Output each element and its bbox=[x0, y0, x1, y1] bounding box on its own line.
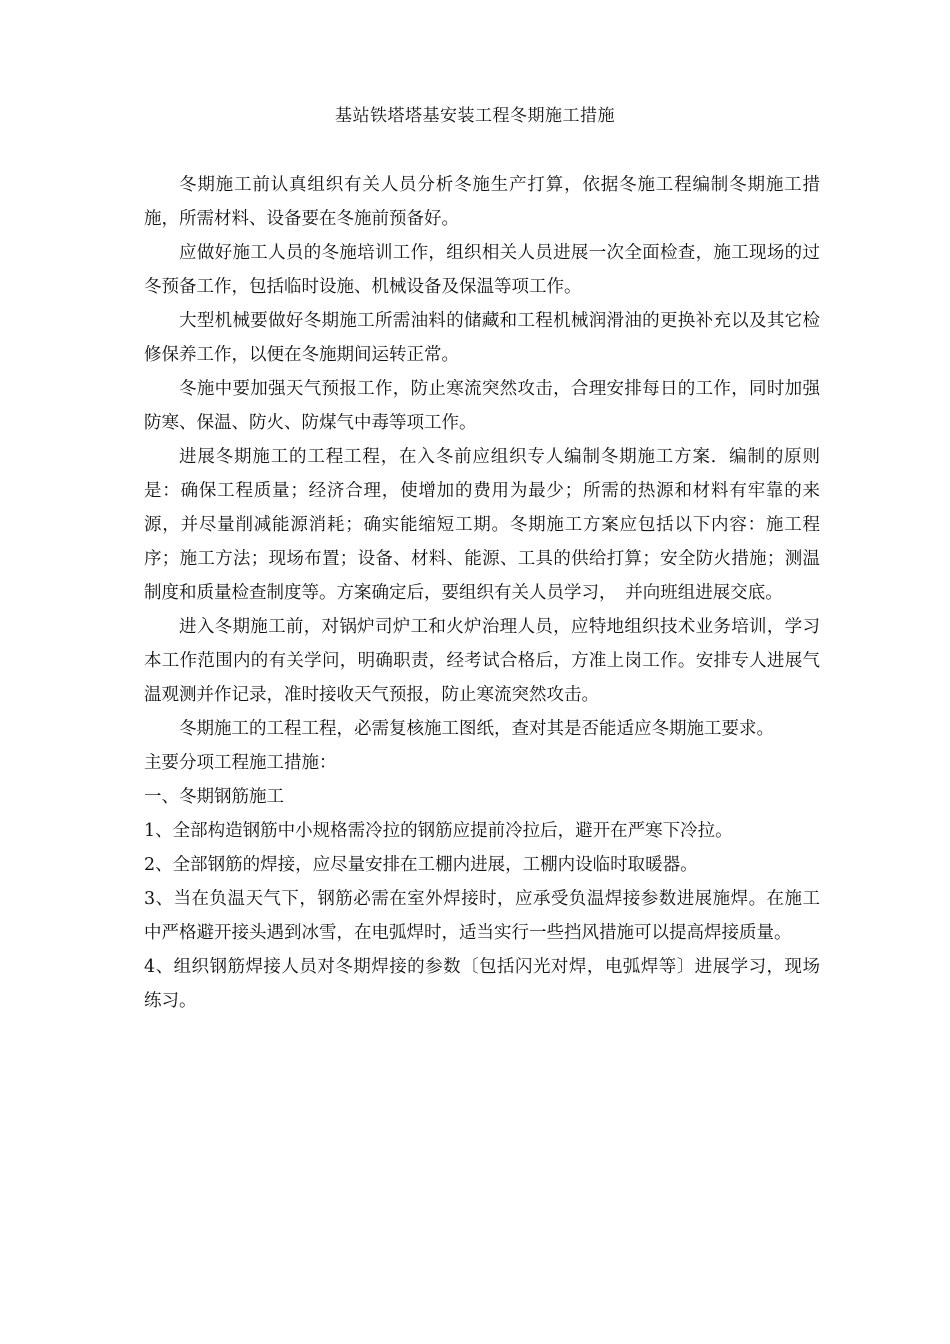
list-item-4: 4、组织钢筋焊接人员对冬期焊接的参数〔包括闪光对焊，电弧焊等〕进展学习，现场练习。 bbox=[144, 957, 820, 1011]
paragraph-6: 进入冬期施工前，对锅炉司炉工和火炉治理人员，应特地组织技术业务培训，学习本工作范围内的有关学问，明确职责，经考试合格后，方准上岗工作。安排专人进展气温观测并作记录，准时接收天气预报，防止寒流突然攻击。 bbox=[144, 617, 820, 705]
paragraph-1: 冬期施工前认真组织有关人员分析冬施生产打算，依据冬施工程编制冬期施工措施，所需材料、设备要在冬施前预备好。 bbox=[144, 175, 820, 229]
document-body bbox=[144, 168, 820, 1018]
document-title: 基站铁塔塔基安装工程冬期施工措施 bbox=[335, 106, 615, 126]
section-heading: 一、冬期钢筋施工 bbox=[144, 787, 284, 807]
paragraph-5: 进展冬期施工的工程工程，在入冬前应组织专人编制冬期施工方案．编制的原则是：确保工程质量；经济合理，使增加的费用为最少；所需的热源和材料有牢靠的来源，并尽量削减能源消耗；确实能缩短工期。冬期施工方案应包括以下内容：施工程序；施工方法；现场布置；设备、材料、能源、工具的供给打算；安全防火措施；测温制度和质量检查制度等。方案确定后，要组织有关人员学习， 并向班组进展交底。 bbox=[144, 447, 820, 603]
paragraph-4: 冬施中要加强天气预报工作，防止寒流突然攻击，合理安排每日的工作，同时加强防寒、保温、防火、防煤气中毒等项工作。 bbox=[144, 379, 820, 433]
paragraph-2: 应做好施工人员的冬施培训工作，组织相关人员进展一次全面检查，施工现场的过冬预备工作，包括临时设施、机械设备及保温等项工作。 bbox=[144, 243, 820, 297]
list-item-2: 2、全部钢筋的焊接，应尽量安排在工棚内进展，工棚内设临时取暖器。 bbox=[144, 855, 698, 875]
paragraph-7: 冬期施工的工程工程，必需复核施工图纸，查对其是否能适应冬期施工要求。 bbox=[179, 719, 774, 739]
list-item-3: 3、当在负温天气下，钢筋必需在室外焊接时，应承受负温焊接参数进展施焊。在施工中严格避开接头遇到冰雪，在电弧焊时，适当实行一些挡风措施可以提高焊接质量。 bbox=[144, 889, 820, 943]
paragraph-3: 大型机械要做好冬期施工所需油料的储藏和工程机械润滑油的更换补充以及其它检修保养工作，以便在冬施期间运转正常。 bbox=[144, 311, 820, 365]
subheading: 主要分项工程施工措施： bbox=[144, 753, 337, 773]
list-item-1: 1、全部构造钢筋中小规格需冷拉的钢筋应提前冷拉后，避开在严寒下冷拉。 bbox=[144, 821, 733, 841]
